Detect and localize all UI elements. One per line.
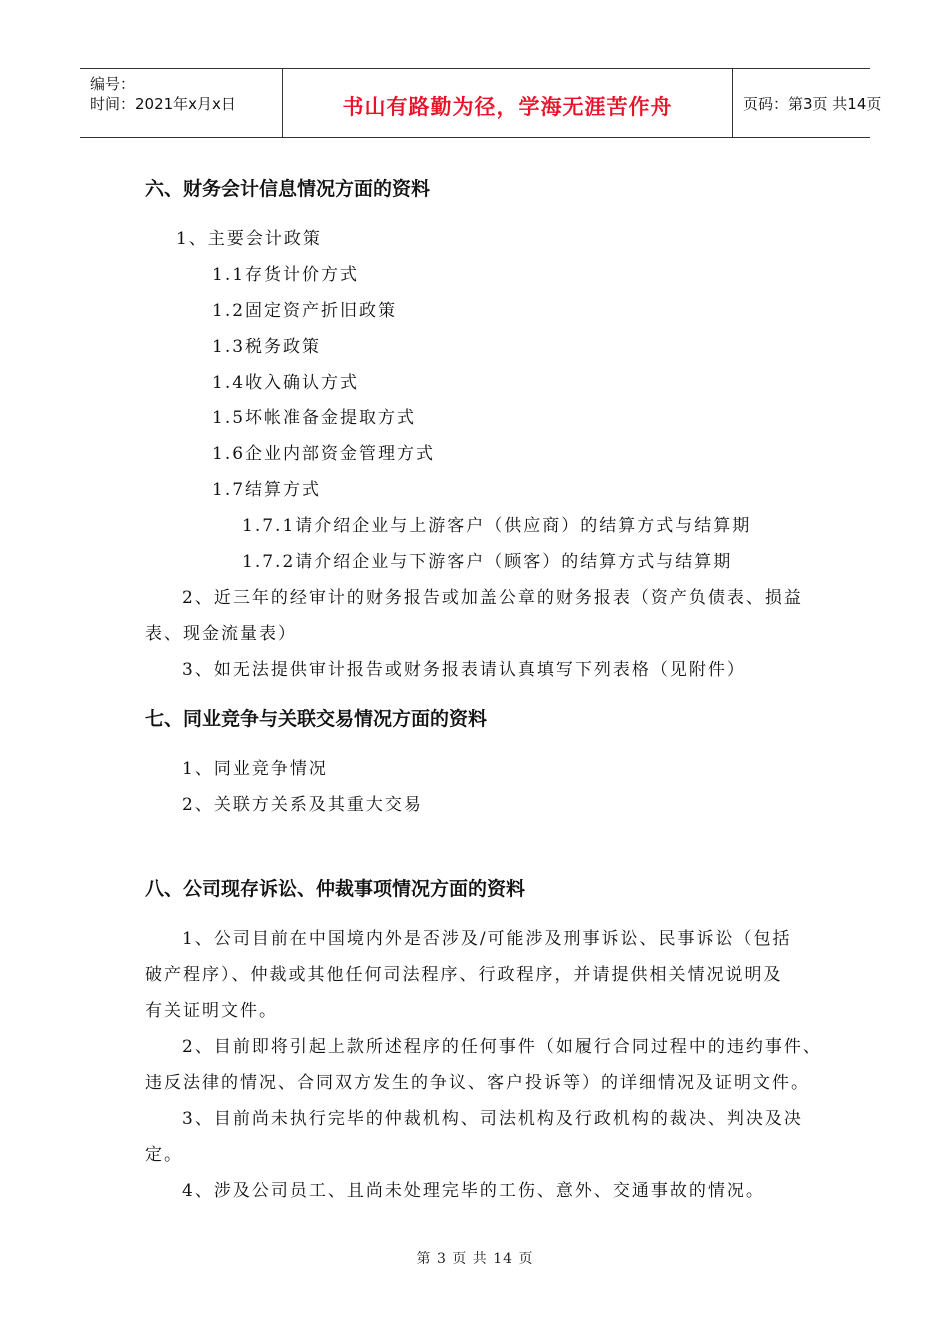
s6-subsub-2: 1.7.2请介绍企业与下游客户（顾客）的结算方式与结算期 <box>242 552 733 572</box>
s8-item-2-line-2: 违反法律的情况、合同双方发生的争议、客户投诉等）的详细情况及证明文件。 <box>145 1073 810 1093</box>
s8-item-3-line-1: 3、目前尚未执行完毕的仲裁机构、司法机构及行政机构的裁决、判决及决 <box>182 1109 803 1129</box>
s6-sub-2: 1.2固定资产折旧政策 <box>212 301 398 321</box>
s6-sub-3: 1.3税务政策 <box>212 337 322 357</box>
s8-item-1-line-1: 1、公司目前在中国境内外是否涉及/可能涉及刑事诉讼、民事诉讼（包括 <box>182 929 792 949</box>
header-motto-cell <box>282 69 733 137</box>
s6-sub-5: 1.5坏帐准备金提取方式 <box>212 408 417 428</box>
s6-item-3: 3、如无法提供审计报告或财务报表请认真填写下列表格（见附件） <box>182 660 746 680</box>
header-motto: 书山有路勤为径，学海无涯苦作舟 <box>342 95 673 119</box>
s6-item-1: 1、主要会计政策 <box>176 229 322 249</box>
time-label: 时间：2021年x月x日 <box>90 95 236 113</box>
header-page-cell <box>733 69 882 137</box>
s8-item-1-line-2: 破产程序）、仲裁或其他任何司法程序、行政程序，并请提供相关情况说明及 <box>145 965 783 985</box>
s7-item-2: 2、关联方关系及其重大交易 <box>182 795 423 815</box>
number-label: 编号： <box>90 75 136 93</box>
s8-item-2-line-1: 2、目前即将引起上款所述程序的任何事件（如履行合同过程中的违约事件、 <box>182 1037 822 1057</box>
section-6-title: 六、财务会计信息情况方面的资料 <box>145 178 431 200</box>
s8-item-1-line-3: 有关证明文件。 <box>145 1001 278 1021</box>
s8-item-3-line-2: 定。 <box>145 1145 183 1165</box>
section-8-title: 八、公司现存诉讼、仲裁事项情况方面的资料 <box>145 878 526 900</box>
s6-sub-7: 1.7结算方式 <box>212 480 322 500</box>
s6-sub-1: 1.1存货计价方式 <box>212 265 360 285</box>
page-footer: 第 3 页 共 14 页 <box>416 1251 534 1267</box>
s7-item-1: 1、同业竞争情况 <box>182 759 328 779</box>
section-7-title: 七、同业竞争与关联交易情况方面的资料 <box>145 708 488 730</box>
s6-subsub-1: 1.7.1请介绍企业与上游客户（供应商）的结算方式与结算期 <box>242 516 752 536</box>
s6-sub-6: 1.6企业内部资金管理方式 <box>212 444 436 464</box>
header-page-info: 页码：第3页 共14页 <box>743 95 882 113</box>
page-header <box>80 68 882 138</box>
s6-item-2-line-2: 表、现金流量表） <box>145 624 297 644</box>
header-meta-cell <box>80 69 282 137</box>
s8-item-4: 4、涉及公司员工、且尚未处理完毕的工伤、意外、交通事故的情况。 <box>182 1181 765 1201</box>
s6-item-2-line-1: 2、近三年的经审计的财务报告或加盖公章的财务报表（资产负债表、损益 <box>182 588 803 608</box>
s6-sub-4: 1.4收入确认方式 <box>212 373 360 393</box>
